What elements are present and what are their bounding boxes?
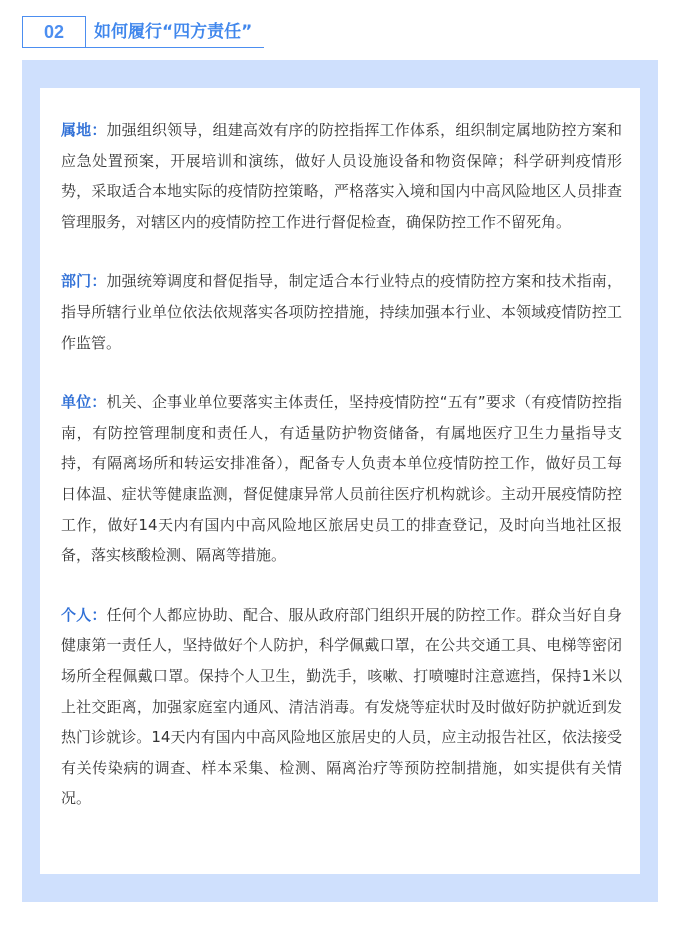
paragraph-department [61,266,622,358]
paragraph-text: 加强统筹调度和督促指导，制定适合本行业特点的疫情防控方案和技术指南，指导所辖行业单位依法依规落实各项防控措施，持续加强本行业、本领域疫情防控工作监管。 [61,272,622,352]
paragraph-individual [61,600,622,814]
content-frame [22,60,658,902]
paragraph-label: 部门： [61,272,107,291]
header-underline [86,47,264,48]
paragraph-label: 个人： [61,605,107,624]
paragraph-label: 属地： [61,121,107,139]
content-card [40,88,640,874]
paragraph-label: 单位： [61,393,107,412]
paragraph-text: 机关、企事业单位要落实主体责任，坚持疫情防控“五有”要求（有疫情防控指南，有防控管理制度和责任人，有适量防护物资储备，有属地医疗卫生力量指导支持，有隔离场所和转运安排准备），配备专人负责本单位疫情防控工作，做好员工每日体温、症状等健康监测，督促健康异常人员前往医疗机构就诊。主动开展疫情防控工作，做好14天内有国内中高风险地区旅居史员工的排查登记，及时向当地社区报备，落实核酸检测、隔离等措施。 [61,393,622,565]
paragraph-territory [61,115,622,237]
section-header [22,16,662,48]
paragraph-unit [61,387,622,571]
section-title: 如何履行“四方责任” [94,22,253,42]
paragraph-text: 加强组织领导，组建高效有序的防控指挥工作体系，组织制定属地防控方案和应急处置预案，开展培训和演练，做好人员设施设备和物资保障；科学研判疫情形势，采取适合本地实际的疫情防控策略，严格落实入境和国内中高风险地区人员排查管理服务，对辖区内的疫情防控工作进行督促检查，确保防控工作不留死角。 [61,121,622,231]
paragraph-text: 任何个人都应协助、配合、服从政府部门组织开展的防控工作。群众当好自身健康第一责任人，坚持做好个人防护，科学佩戴口罩，在公共交通工具、电梯等密闭场所全程佩戴口罩。保持个人卫生，勤洗手，咳嗽、打喷嚏时注意遮挡，保持1米以上社交距离，加强家庭室内通风、清洁消毒。有发烧等症状时及时做好防护就近到发热门诊就诊。14天内有国内中高风险地区旅居史的人员，应主动报告社区，依法接受有关传染病的调查、样本采集、检测、隔离治疗等预防控制措施，如实提供有关情况。 [61,605,622,808]
section-number: 02 [22,16,86,48]
